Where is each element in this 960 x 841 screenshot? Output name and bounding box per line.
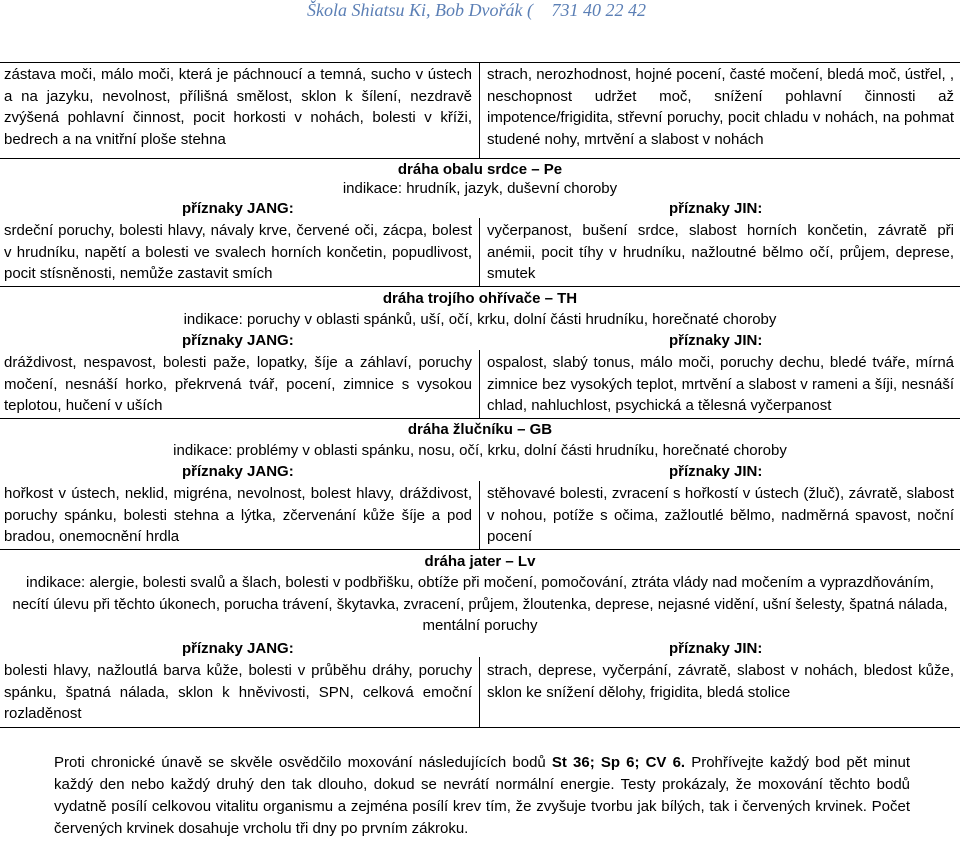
page-header xyxy=(307,0,660,22)
jang-symptoms-lv: bolesti hlavy, nažloutlá barva kůže, bolesti v průběhu dráhy, poruchy spánku, špatná nálada, sklon k hněvivosti, SPN, celková emoční rozladěnost xyxy=(4,662,472,722)
column-divider xyxy=(479,657,480,727)
jang-label: příznaky JANG: xyxy=(182,200,294,217)
jin-symptoms-th: ospalost, slabý tonus, málo moči, poruchy dechu, bledé tváře, mírná zimnice bez vysokých teplot, mrtvění a slabost v rameni a šíji, nesnáší chlad, nahluchlost, psychická a tělesná vyčerpanost xyxy=(487,354,954,414)
jin-symptoms-pe: vyčerpanost, bušení srdce, slabost horních končetin, závratě při anémii, pocit tíhy v hrudníku, nažloutné bělmo očí, průjem, deprese, smutek xyxy=(487,222,954,282)
section-title-gb: dráha žlučníku – GB xyxy=(407,421,553,438)
section-indication-pe: indikace: hrudník, jazyk, duševní choroby xyxy=(342,180,618,197)
jang-label: příznaky JANG: xyxy=(182,640,294,657)
note-points: St 36; Sp 6; CV 6. xyxy=(551,754,686,771)
jang-symptoms-pe: srdeční poruchy, bolesti hlavy, návaly krve, červené oči, zácpa, bolest v hrudníku, napětí a bolesti ve svalech horních končetin, popudlivost, pocit stísněnosti, nemůže zastavit smích xyxy=(4,222,472,282)
section-indication-lv: indikace: alergie, bolesti svalů a šlach, bolesti v podbřišku, obtíže při močení, pomočování, ztráta vlády nad močením a vyprazdňováním, necítí úlevu při těchto úkonech, porucha trávení, škytavka, zvracení, průjem, žloutenka, deprese, nejasné vidění, ušní šelesty, špatná nálada, mentální poruchy xyxy=(12,574,948,634)
moxibustion-note xyxy=(54,752,910,840)
section-title-lv: dráha jater – Lv xyxy=(424,553,536,570)
note-text-2: Prohřívejte každý bod pět minut každý den nebo každý druhý den tak dlouho, dokud se nevrátí normální energie. Testy prokázaly, že moxování těchto bodů vydatně posílí celkovou vitalitu organismu a zejména posílí krev tím, že zvyšuje tvorbu jak bílých, tak i červených krvinek. Počet červených krvinek dosahuje vrcholu tři dny po prvním zákroku. xyxy=(54,754,910,837)
section-title-th: dráha trojího ohřívače – TH xyxy=(382,290,578,307)
jin-symptoms-lv: strach, deprese, vyčerpání, závratě, slabost v nohách, bledost kůže, sklon ke snížení dělohy, frigidita, bledá stolice xyxy=(487,662,954,701)
jin-label: příznaky JIN: xyxy=(669,200,763,217)
row-divider xyxy=(0,549,960,550)
table-top-border xyxy=(0,62,960,63)
note-text-1: Proti chronické únavě se skvěle osvědčilo moxování následujících bodů xyxy=(54,754,552,771)
column-divider xyxy=(479,350,480,418)
column-divider xyxy=(479,62,480,158)
jin-label: příznaky JIN: xyxy=(669,332,763,349)
jang-label: příznaky JANG: xyxy=(182,463,294,480)
column-divider xyxy=(479,481,480,549)
section-indication-gb: indikace: problémy v oblasti spánku, nosu, očí, krku, dolní části hrudníku, horečnaté choroby xyxy=(173,442,787,459)
top-left-cell: zástava moči, málo moči, která je páchnoucí a temná, sucho v ústech a na jazyku, nevolnost, přílišná smělost, sklon k šílení, nezdravě zvýšená pohlavní činnost, pocit horkosti v nohách, bolesti v kříži, bedrech a na vnitřní ploše stehna xyxy=(4,66,472,148)
phone-number: 731 40 22 42 xyxy=(551,0,646,20)
section-indication-th: indikace: poruchy v oblasti spánků, uší, očí, krku, dolní části hrudníku, horečnaté choroby xyxy=(183,311,777,328)
top-right-cell: strach, nerozhodnost, hojné pocení, časté močení, bledá moč, ústřel, , neschopnost udržet moč, snížení pohlavní činnosti až impotence/frigidita, střevní poruchy, pocit chladu v nohách, na pohmat studené nohy, mrtvění a slabost v nohách xyxy=(487,66,954,148)
table-bottom-border xyxy=(0,727,960,728)
row-divider xyxy=(0,286,960,287)
jin-label: příznaky JIN: xyxy=(669,640,763,657)
jang-label: příznaky JANG: xyxy=(182,332,294,349)
jang-symptoms-th: dráždivost, nespavost, bolesti paže, lopatky, šíje a záhlaví, poruchy močení, nesnáší horko, překrvená tvář, pocení, zimnice s vysokou teplotou, hučení v uších xyxy=(4,354,472,414)
school-name: Škola Shiatsu Ki, Bob Dvořák ( xyxy=(307,0,533,20)
jang-symptoms-gb: hořkost v ústech, neklid, migréna, nevolnost, bolest hlavy, dráždivost, poruchy spánku, bolesti stehna a lýtka, zčervenání kůže šíje a pod bradou, onemocnění hrdla xyxy=(4,485,472,545)
section-title-pe: dráha obalu srdce – Pe xyxy=(397,161,563,178)
column-divider xyxy=(479,218,480,286)
jin-symptoms-gb: stěhovavé bolesti, zvracení s hořkostí v ústech (žluč), závratě, slabost v nohou, potíže s očima, zažloutlé bělmo, nadměrná spavost, noční pocení xyxy=(487,485,954,545)
jin-label: příznaky JIN: xyxy=(669,463,763,480)
